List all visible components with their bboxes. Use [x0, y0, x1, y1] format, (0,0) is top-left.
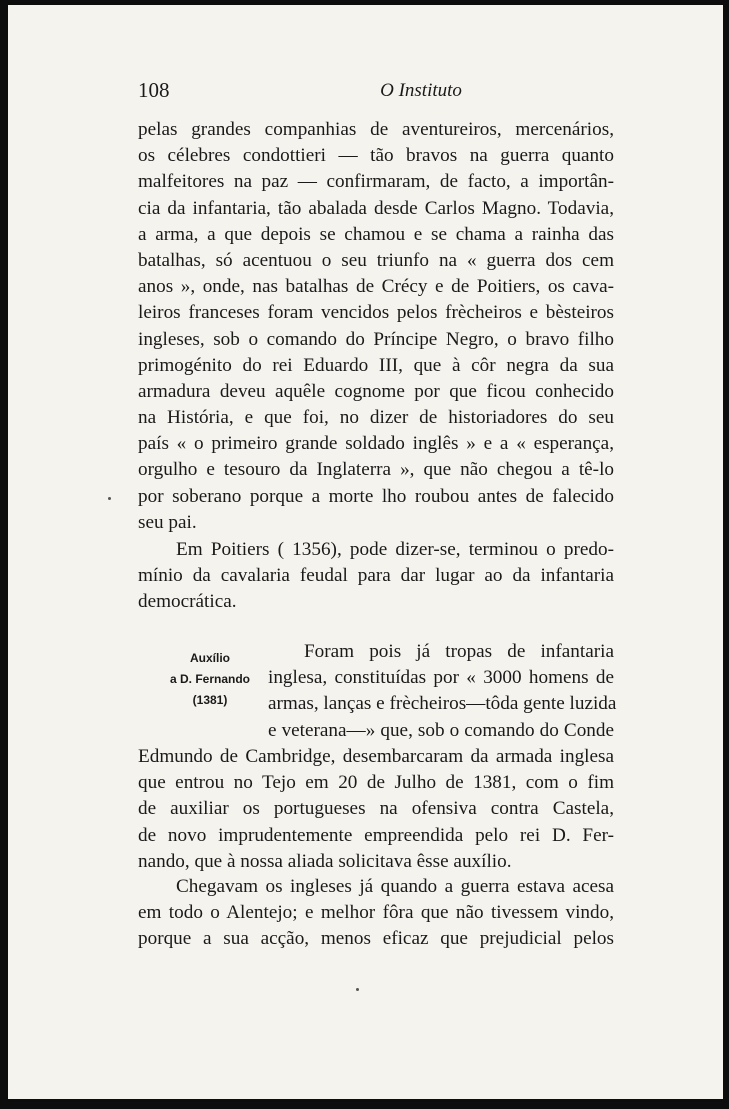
- text-line: em todo o Alentejo; e melhor fôra que não tivessem vindo,: [138, 902, 614, 924]
- print-speck: [356, 988, 359, 991]
- margin-note: [150, 648, 270, 711]
- text-line: primogénito do rei Eduardo III, que à côr negra da sua: [138, 354, 614, 376]
- text-line: país « o primeiro grande soldado inglês » e a « esperança,: [138, 433, 614, 455]
- text-line: a arma, a que depois se chamou e se chama a rainha das: [138, 223, 614, 245]
- page-header: [138, 78, 614, 108]
- paragraph-2: [138, 537, 614, 616]
- text-line: leiros franceses foram vencidos pelos frècheiros e bèsteiros: [138, 302, 614, 324]
- text-line: que entrou no Tejo em 20 de Julho de 1381, com o fim: [138, 772, 614, 794]
- margin-note-line: a D. Fernando: [169, 672, 250, 686]
- text-line: Foram pois já tropas de infantaria: [304, 641, 614, 662]
- text-line: porque a sua acção, menos eficaz que prejudicial pelos: [138, 928, 614, 950]
- text-line: democrática.: [138, 591, 237, 613]
- text-line: malfeitores na paz — confirmaram, de facto, a importân-: [138, 171, 614, 193]
- text-line: nando, que à nossa aliada solicitava êsse auxílio.: [138, 850, 512, 872]
- text-line: pelas grandes companhias de aventureiros, mercenários,: [138, 119, 614, 140]
- text-line: anos », onde, nas batalhas de Crécy e de Poitiers, os cava-: [138, 276, 614, 298]
- page-number: 108: [138, 78, 170, 102]
- text-line: de auxiliar os portugueses na ofensiva contra Castela,: [138, 798, 614, 820]
- paragraph-1: [138, 117, 614, 536]
- text-line: Em Poitiers ( 1356), pode dizer-se, terminou o predo-: [176, 539, 614, 560]
- text-line: seu pai.: [138, 511, 197, 533]
- text-line: e veterana—» que, sob o comando do Conde: [268, 719, 614, 741]
- text-line: por soberano porque a morte lho roubou antes de falecido: [138, 485, 614, 507]
- running-title: O Instituto: [380, 80, 462, 101]
- margin-note-line: Auxílio: [189, 651, 230, 665]
- print-speck: [108, 497, 111, 500]
- text-line: armas, lanças e frècheiros—tôda gente luzida: [268, 693, 617, 715]
- margin-note-line: (1381): [192, 693, 228, 707]
- text-line: inglesa, constituídas por « 3000 homens de: [268, 667, 614, 689]
- text-line: os célebres condottieri — tão bravos na guerra quanto: [138, 145, 614, 167]
- text-line: Chegavam os ingleses já quando a guerra estava acesa: [176, 876, 614, 897]
- paragraph-3-inset: [268, 639, 617, 744]
- text-line: ingleses, sob o comando do Príncipe Negro, o bravo filho: [138, 328, 614, 350]
- paragraph-4: [138, 874, 614, 953]
- text-line: na História, e que foi, no dizer de historiadores do seu: [138, 407, 614, 429]
- text-line: cia da infantaria, tão abalada desde Carlos Magno. Todavia,: [138, 197, 614, 219]
- paragraph-3: [138, 744, 614, 875]
- text-line: Edmundo de Cambridge, desembarcaram da armada inglesa: [138, 746, 614, 767]
- text-line: batalhas, só acentuou o seu triunfo na « guerra dos cem: [138, 249, 614, 271]
- text-line: orgulho e tesouro da Inglaterra », que não chegou a tê-lo: [138, 459, 614, 481]
- text-line: mínio da cavalaria feudal para dar lugar ao da infantaria: [138, 565, 614, 587]
- text-line: armadura deveu aquêle cognome por que ficou conhecido: [138, 380, 614, 402]
- text-line: de novo imprudentemente empreendida pelo rei D. Fer-: [138, 824, 614, 846]
